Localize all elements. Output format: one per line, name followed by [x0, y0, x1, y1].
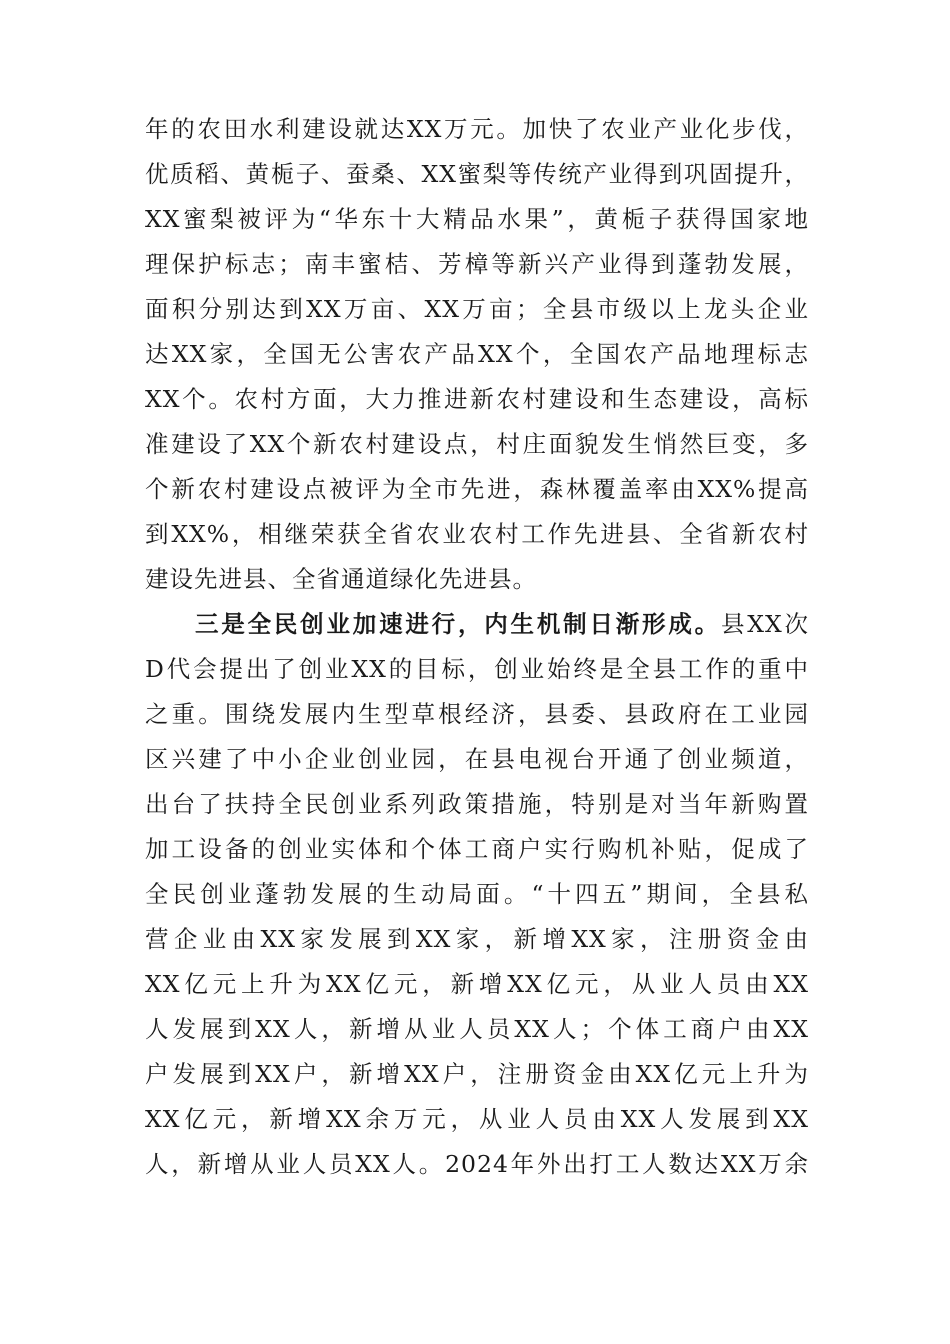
text-line: 理保护标志；南丰蜜桔、芳樟等新兴产业得到蓬勃发展，: [145, 250, 809, 278]
text-line: 优质稻、黄栀子、蚕桑、XX蜜梨等传统产业得到巩固提升，: [145, 160, 809, 188]
text-line: 加工设备的创业实体和个体工商户实行购机补贴，促成了: [145, 835, 809, 863]
heading-continuation: 县XX次: [720, 610, 809, 638]
text-line: 年的农田水利建设就达XX万元。加快了农业产业化步伐，: [145, 115, 809, 143]
text-line: 出台了扶持全民创业系列政策措施，特别是对当年新购置: [145, 790, 809, 818]
text-line: 营企业由XX家发展到XX家，新增XX家，注册资金由: [145, 925, 809, 953]
text-line: 面积分别达到XX万亩、XX万亩；全县市级以上龙头企业: [145, 295, 809, 323]
text-line: 人，新增从业人员XX人。2024年外出打工人数达XX万余: [145, 1150, 809, 1178]
text-line: 户发展到XX户，新增XX户，注册资金由XX亿元上升为: [145, 1060, 809, 1088]
text-line: 准建设了XX个新农村建设点，村庄面貌发生悄然巨变，多: [145, 430, 809, 458]
text-line: XX个。农村方面，大力推进新农村建设和生态建设，高标: [145, 385, 809, 413]
text-line: 达XX家，全国无公害农产品XX个，全国农产品地理标志: [145, 340, 809, 368]
text-line: 建设先进县、全省通道绿化先进县。: [145, 565, 537, 593]
text-line: 之重。围绕发展内生型草根经济，县委、县政府在工业园: [145, 700, 809, 728]
paragraph-agriculture: [145, 107, 809, 602]
text-line: D代会提出了创业XX的目标，创业始终是全县工作的重中: [145, 655, 809, 683]
paragraph-entrepreneurship: [145, 602, 809, 1187]
text-line: XX亿元，新增XX余万元，从业人员由XX人发展到XX: [145, 1105, 809, 1133]
text-line: 全民创业蓬勃发展的生动局面。“十四五”期间，全县私: [145, 880, 809, 908]
document-body: [145, 107, 809, 1187]
text-line: 区兴建了中小企业创业园，在县电视台开通了创业频道，: [145, 745, 809, 773]
text-line: 人发展到XX人，新增从业人员XX人；个体工商户由XX: [145, 1015, 809, 1043]
text-line: XX蜜梨被评为“华东十大精品水果”，黄栀子获得国家地: [145, 205, 809, 233]
text-line: 个新农村建设点被评为全市先进，森林覆盖率由XX%提高: [145, 475, 809, 503]
paragraph-heading: 三是全民创业加速进行，内生机制日渐形成。: [195, 610, 721, 638]
text-line: XX亿元上升为XX亿元，新增XX亿元，从业人员由XX: [145, 970, 809, 998]
text-line-first: [145, 602, 809, 647]
text-line: 到XX%，相继荣获全省农业农村工作先进县、全省新农村: [145, 520, 809, 548]
